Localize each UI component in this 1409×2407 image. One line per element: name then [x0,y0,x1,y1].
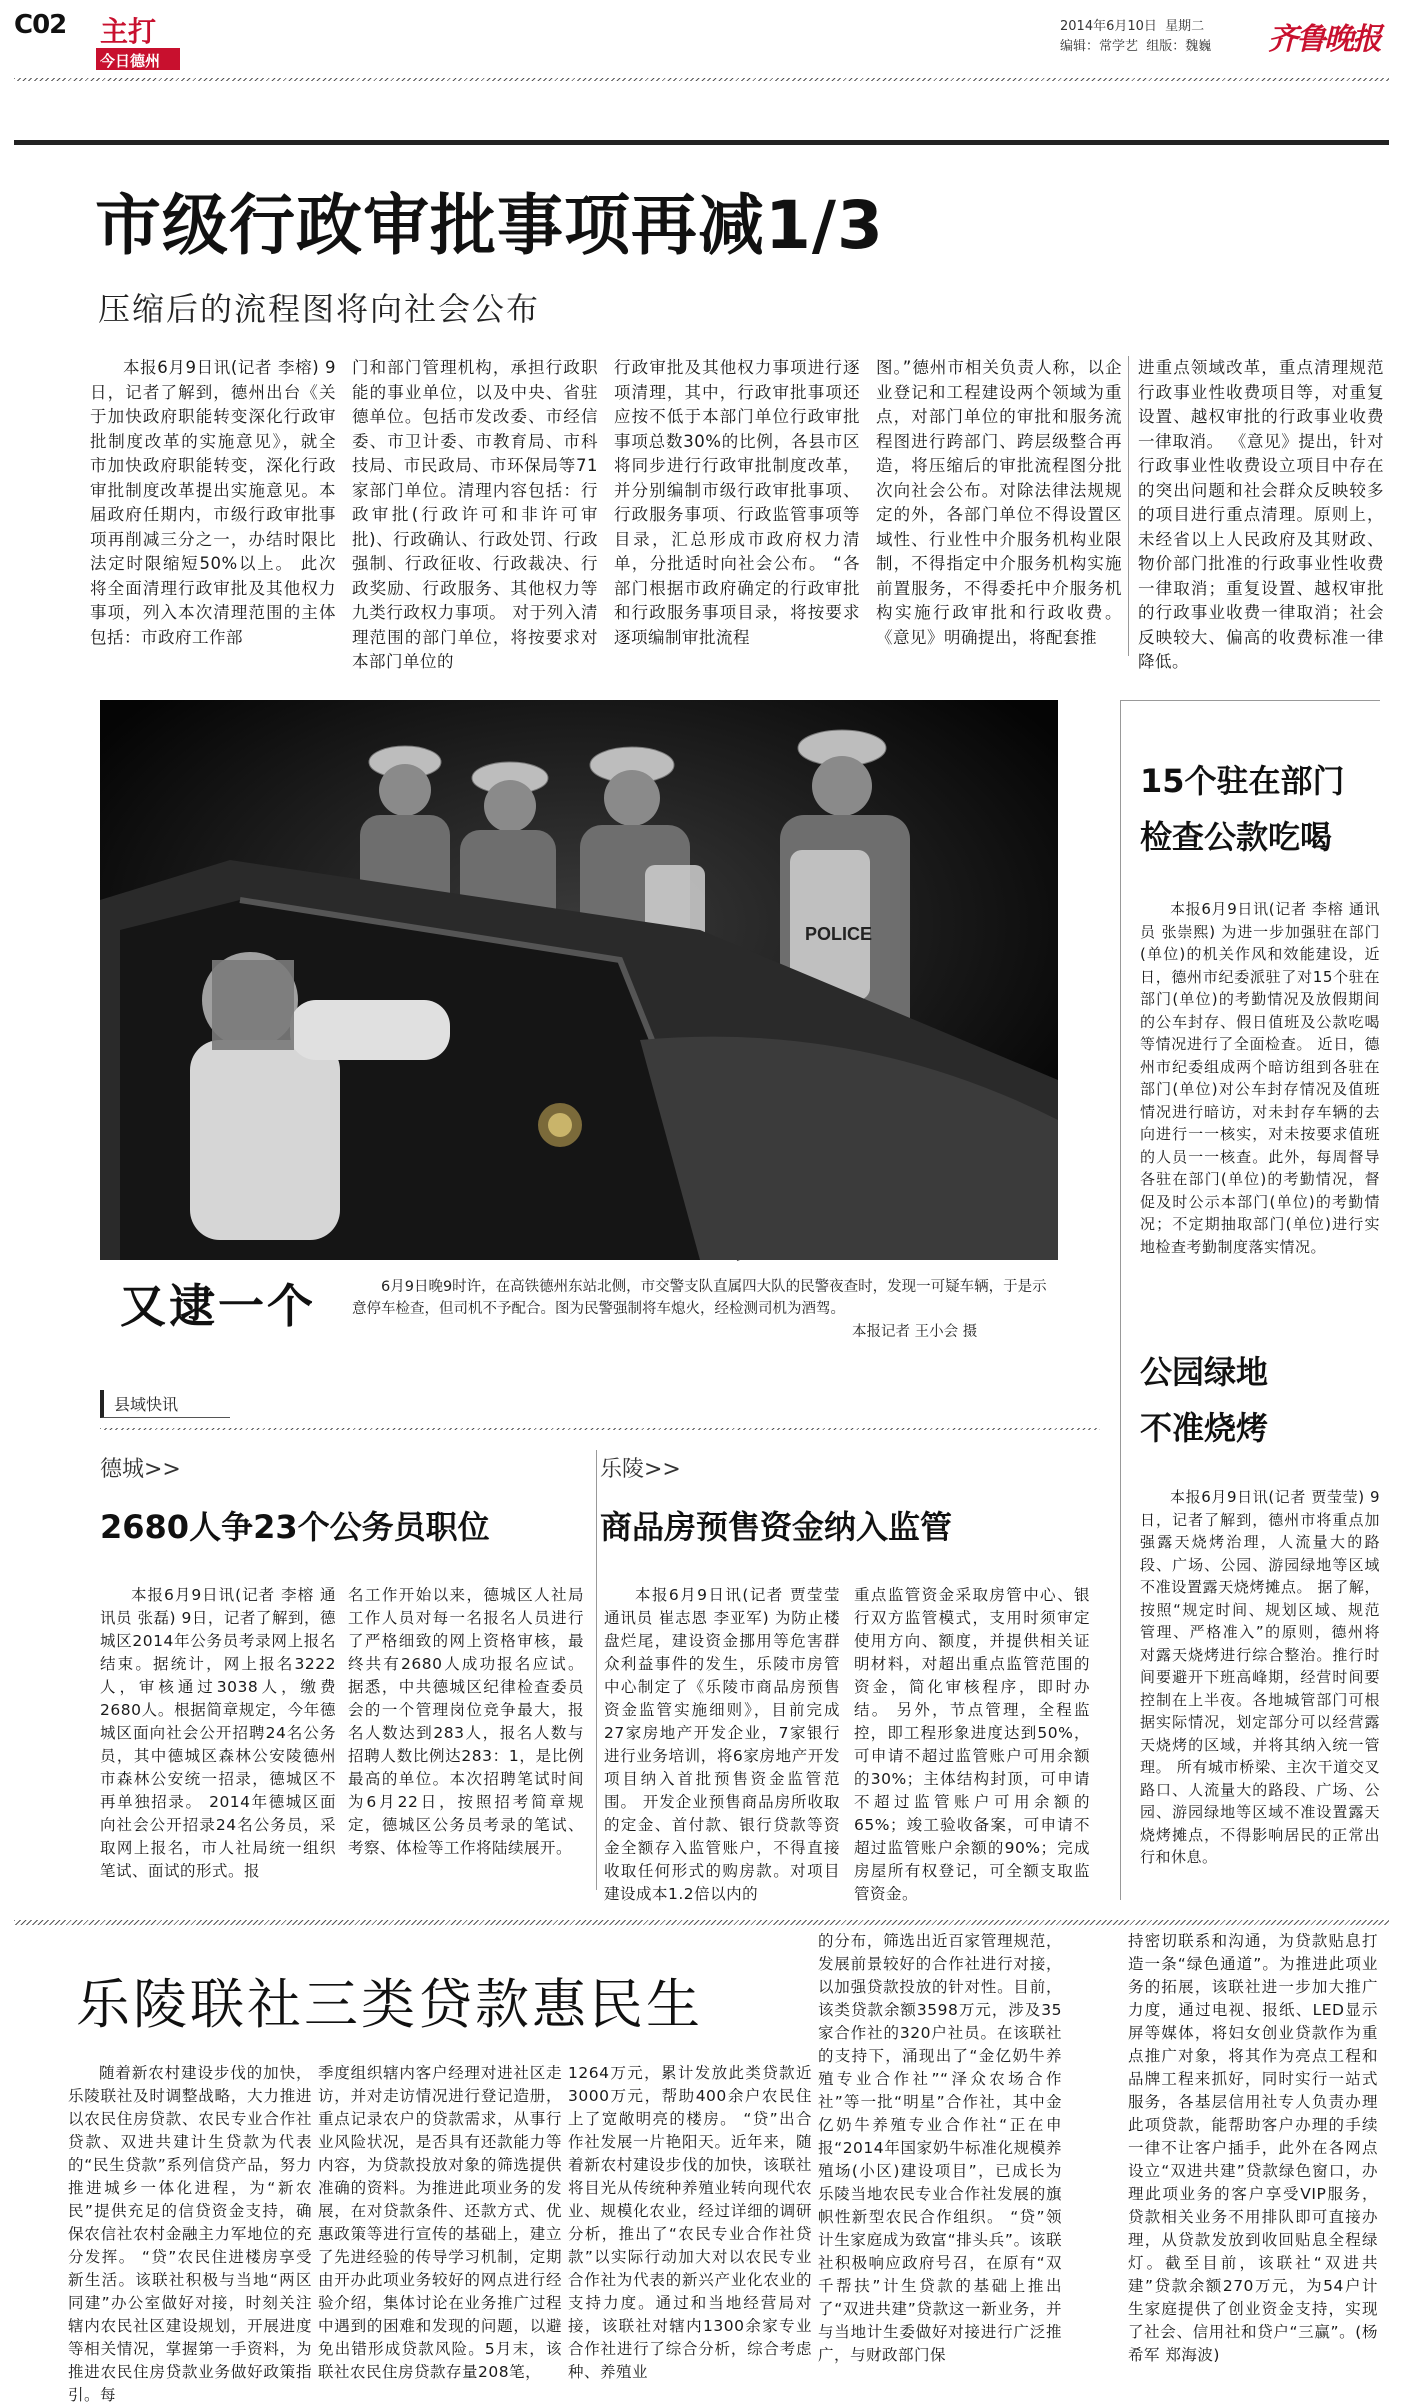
county-rule [100,1428,1100,1430]
side2-title-2: 不准烧烤 [1140,1409,1269,1447]
section-label: 主打 [100,15,157,48]
header-date [1060,15,1204,34]
side1-body: 本报6月9日讯(记者 李榕 通讯员 张崇熙) 为进一步加强驻在部门(单位)的机关作风和效能建设，近日，德州市纪委派驻了对15个驻在部门(单位)的考勤情况及放假期间的公车封存、假日值班及公款吃喝等情况进行了全面检查。 近日，德州市纪委组成两个暗访组到各驻在部门(单位)对公车封存情况及值班情况进行暗访，对未封存车辆的去向进行一一核实，对未按要求值班的人员一一核查。此外，每周督导各驻在部门(单位)的考勤情况，督促及时公示本部门(单位)的考勤情况；不定期抽取部门(单位)进行实地检查考勤制度落实情况。 [1140,900,1380,1256]
lead-subheadline: 压缩后的流程图将向社会公布 [98,290,541,328]
vest-text: POLICE [805,924,873,944]
bottom-col-3: 1264万元，累计发放此类贷款近3000万元，帮助400余户农民住上了宽敞明亮的楼房。 “贷”出合作社发展一片艳阳天。近年来，随着新农村建设步伐的加快，该联社将目光从传统种养殖业转向现代农业、规模化农业，经过详细的调研分析，推出了“农民专业合作社贷款”以实际行动加大对以农民专业合作社为代表的新兴产业化农业的支持力度。通过和当地经营局对接，该联社对辖内1300余家专业合作社进行了综合分析，综合考虑种、养殖业 [568,2064,812,2381]
photo-credit: 本报记者 王小会 摄 [852,1324,978,1340]
lead-divider [1128,356,1129,656]
lead-col-2: 门和部门管理机构，承担行政职能的事业单位，以及中央、省驻德单位。包括市发改委、市经信委、市卫计委、市教育局、市科技局、市民政局、市环保局等71家部门单位。清理内容包括：行政审批(行政许可和非许可审批)、行政确认、行政处罚、行政强制、行政征收、行政裁决、行政奖励、行政服务、其他权力等九类行政权力事项。 对于列入清理范围的部门单位，将按要求对本部门单位的 [352,358,598,671]
subsection-label: 今日德州 [100,52,161,70]
story-a-place: 德城>> [100,1457,181,1482]
story-a-title: 2680人争23个公务员职位 [100,1508,490,1546]
side2-title-1: 公园绿地 [1140,1353,1269,1391]
side-divider [1120,700,1121,1900]
story-b-col-2: 重点监管资金采取房管中心、银行双方监管模式，支用时须审定使用方向、额度，并提供相关证明材料，对超出重点监管范围的资金，简化审核程序，即时办结。 另外，节点管理，全程监控，即工程形象进度达到50%，可申请不超过监管账户可用余额的30%；主体结构封顶，可申请不超过监管账户可用余额的65%；竣工验收备案，可申请不超过监管账户余额的90%；完成房屋所有权登记，可全额支取监管资金。 [854,1586,1090,1903]
county-label: 县域快讯 [114,1395,179,1414]
story-a-col-1: 本报6月9日讯(记者 李榕 通讯员 张磊) 9日，记者了解到，德城区2014年公务员考录网上报名结束。据统计，网上报名3222人，审核通过3038人，缴费2680人。根据简章规定，今年德城区面向社会公开招聘24名公务员，其中德城区森林公安陵德州市森林公安统一招录，德城区不再单独招录。 2014年德城区面向社会公开招录24名公务员，采取网上报名，市人社局统一组织笔试、面试的形式。报 [100,1586,336,1880]
page-code: C02 [14,10,67,40]
top-rule [14,140,1389,145]
editor-text: 编辑：常学艺 [1060,39,1139,54]
lead-col-1: 本报6月9日讯(记者 李榕) 9日，记者了解到，德州出台《关于加快政府职能转变深化行政审批制度改革的实施意见》，就全市加快政府职能转变，深化行政审批制度改革提出实施意见。本届政府任期内，市级行政审批事项再削减三分之一，办结时限比法定时限缩短50%以上。 此次将全面清理行政审批及其他权力事项，列入本次清理范围的主体包括：市政府工作部 [90,358,336,647]
photo-caption: 6月9日晚9时许，在高铁德州东站北侧，市交警支队直属四大队的民警夜查时，发现一可疑车辆，于是示意停车检查，但司机不予配合。图为民警强制将车熄火，经检测司机为酒驾。 [352,1279,1047,1317]
bottom-col-4: 的分布，筛选出近百家管理规范，发展前景较好的合作社进行对接，以加强贷款投放的针对性。目前，该类贷款余额3598万元，涉及35家合作社的320户社员。在该联社的支持下，涌现出了“金亿奶牛养殖专业合作社”“泽众农场合作社”等一批“明星”合作社，其中金亿奶牛养殖专业合作社“正在申报“2014年国家奶牛标准化规模养殖场(小区)建设项目”，已成长为乐陵当地农民专业合作社发展的旗帜性新型农民合作组织。 “贷”领计生家庭成为致富“排头兵”。该联社积极响应政府号召，在原有“双千帮扶”计生贷款的基础上推出了“双进共建”贷款这一新业务，并与当地计生委做好对接进行广泛推广，与财政部门保 [818,1932,1062,2364]
side2-body: 本报6月9日讯(记者 贾莹莹) 9日，记者了解到，德州市将重点加强露天烧烤治理，人流量大的路段、广场、公园、游园绿地等区域不准设置露天烧烤摊点。 据了解，按照“规定时间、规划区域、规范管理、严格准入”的原则，德州将对露天烧烤进行综合整治。推行时间要避开下班高峰期，经营时间要控制在上半夜。各地城管部门可根据实际情况，划定部分可以经营露天烧烤的区域，并将其纳入统一管理。 所有城市桥梁、主次干道交叉路口、人流量大的路段、广场、公园、游园绿地等区域不准设置露天烧烤摊点，不得影响居民的正常出行和休息。 [1140,1488,1380,1866]
lead-col-5: 进重点领域改革，重点清理规范行政事业性收费项目等，对重复设置、越权审批的行政事业收费一律取消。 《意见》提出，针对行政事业性收费设立项目中存在的突出问题和社会群众反映较多的项目进行重点清理。原则上，未经省以上人民政府及其财政、物价部门批准的行政事业性收费一律取消；重复设置、越权审批的行政事业收费一律取消；社会反映较大、偏高的收费标准一律降低。 [1138,358,1384,671]
briefs-divider [596,1450,597,1890]
bottom-rule [14,1920,1389,1925]
bottom-col-2: 季度组织辖内客户经理对进社区走访，并对走访情况进行登记造册，重点记录农户的贷款需求，从事行业风险状况，是否具有还款能力等内容，为贷款投放对象的筛选提供准确的资料。为推进此项业务的发展，在对贷款条件、还款方式、优惠政策等进行宣传的基础上，建立了先进经验的传导学习机制，定期由开办此项业务较好的网点进行经验介绍，集体讨论在业务推广过程中遇到的困难和发现的问题，以避免出错形成贷款风险。5月末，该联社农民住房贷款存量208笔， [318,2064,562,2381]
story-b-title: 商品房预售资金纳入监管 [600,1508,953,1546]
date-text: 2014年6月10日 [1060,19,1157,34]
lead-col-4: 图。”德州市相关负责人称，以企业登记和工程建设两个领域为重点，对部门单位的审批和服务流程图进行跨部门、跨层级整合再造，将压缩后的审批流程图分批次向社会公布。对除法律法规规定的外，各部门单位不得设置区域性、行业性中介服务机构业限制，不得指定中介服务机构实施前置服务，不得委托中介服务机构实施行政审批和行政收费。 《意见》明确提出，将配套推 [876,358,1122,647]
lead-col-3: 行政审批及其他权力事项进行逐项清理，其中，行政审批事项还应按不低于本部门单位行政审批事项总数30%的比例，各县市区将同步进行行政审批制度改革，并分别编制市级行政审批事项、行政服务事项、行政监管事项等目录，汇总形成市政府权力清单，分批适时向社会公布。 “各部门根据市政府确定的行政审批和行政服务事项目录，将按要求逐项编制审批流程 [614,358,860,647]
photo-headline: 又逮一个 [120,1279,316,1333]
news-photo [100,700,1058,1260]
lead-headline: 市级行政审批事项再减1/3 [95,187,884,264]
bottom-col-5: 持密切联系和沟通，为贷款贴息打造一条“绿色通道”。为推进此项业务的拓展，该联社进一步加大推广力度，通过电视、报纸、LED显示屏等媒体，将妇女创业贷款作为重点推广对象，将其作为亮点工程和品牌工程来抓好，同时实行一站式服务，各基层信用社专人负责办理此项贷款，能帮助客户办理的手续一律不让客户插手，此外在各网点设立“双进共建”贷款绿色窗口，办理此项业务的客户享受VIP服务，贷款相关业务不用排队即可直接办理，从贷款发放到收回贴息全程绿灯。截至目前，该联社“双进共建”贷款余额270万元，为54户计生家庭提供了创业资金支持，实现了社会、信用社和贷户“三赢”。(杨希军 郑海波) [1128,1932,1378,2364]
bottom-col-1: 随着新农村建设步伐的加快，乐陵联社及时调整战略，大力推进以农民住房贷款、农民专业合作社贷款、双进共建计生贷款为代表的“民生贷款”系列信贷产品，努力推进城乡一体化进程，为“新农民”提供充足的信贷资金支持，确保农信社农村金融主力军地位的充分发挥。 “贷”农民住进楼房享受新生活。该联社积极与当地“两区同建”办公室做好对接，时刻关注辖内农民社区建设规划，开展进度等相关情况，掌握第一手资料，为推进农民住房贷款业务做好政策指引。每 [68,2064,312,2404]
story-b-col-1: 本报6月9日讯(记者 贾莹莹 通讯员 崔志恩 李亚军) 为防止楼盘烂尾，建设资金挪用等危害群众利益事件的发生，乐陵市房管中心制定了《乐陵市商品房预售资金监管实施细则》，目前完成27家房地产开发企业，7家银行进行业务培训，将6家房地产开发项目纳入首批预售资金监管范围。 开发企业预售商品房所收取的定金、首付款、银行贷款等资金全额存入监管账户，不得直接收取任何形式的购房款。对项目建设成本1.2倍以内的 [604,1586,840,1903]
police-scene-illustration [100,700,1058,1260]
bottom-headline: 乐陵联社三类贷款惠民生 [76,1973,703,2036]
designer-text: 组版：魏巍 [1146,39,1212,54]
header-editors [1060,35,1211,54]
side1-title-2: 检查公款吃喝 [1140,818,1333,856]
weekday-text: 星期二 [1165,19,1205,34]
side1-title-1: 15个驻在部门 [1140,762,1345,800]
story-b-place: 乐陵>> [600,1457,681,1482]
side1-top-rule [1120,700,1380,701]
story-a-col-2: 名工作开始以来，德城区人社局工作人员对每一名报名人员进行了严格细致的网上资格审核，最终共有2680人成功报名应试。 据悉，中共德城区纪律检查委员会的一个管理岗位竞争最大，报名人数达到283人，报名人数与招聘人数比例达283：1，是比例最高的单位。本次招聘笔试时间为6月22日，按照招考简章规定，德城区公务员考录的笔试、考察、体检等工作将陆续展开。 [348,1586,584,1857]
paper-logo: 齐鲁晚报 [1268,22,1380,57]
masthead-rule [14,78,1389,81]
